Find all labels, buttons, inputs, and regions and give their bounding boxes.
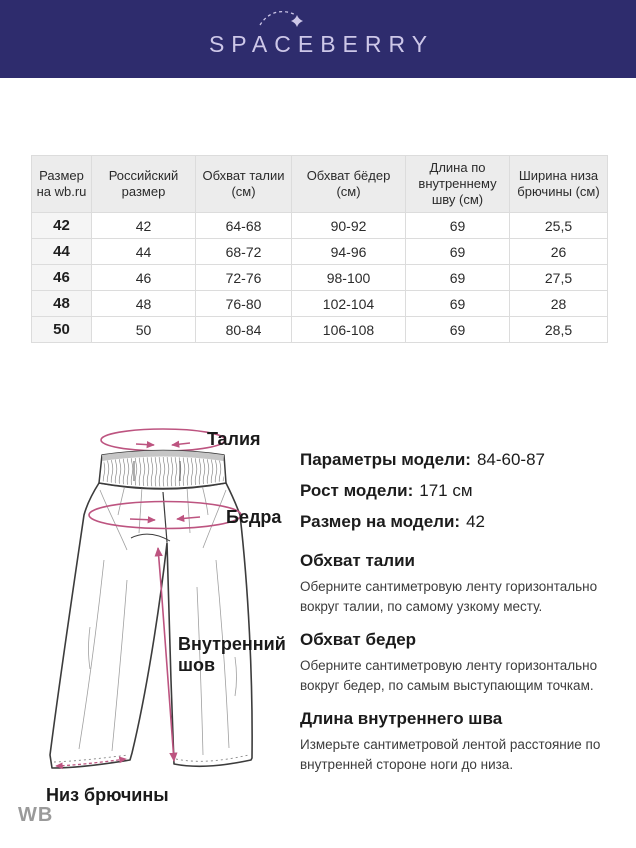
info-column (300, 444, 632, 775)
cell-value: 42 (92, 213, 196, 239)
waistband (99, 451, 226, 489)
cell-value: 28,5 (510, 317, 608, 343)
cell-value: 76-80 (196, 291, 292, 317)
guide-hips-title: Обхват бедер (300, 630, 417, 649)
cell-value: 90-92 (292, 213, 406, 239)
cell-value: 27,5 (510, 265, 608, 291)
table-row (32, 317, 608, 343)
pants-diagram (30, 415, 320, 815)
cell-value: 98-100 (292, 265, 406, 291)
cell-value: 69 (406, 239, 510, 265)
col-header-hem-width: Ширина низа брючины (см) (510, 156, 608, 213)
model-height-line (300, 475, 632, 506)
guide-hips (300, 629, 632, 696)
cell-value: 50 (92, 317, 196, 343)
guide-waist (300, 550, 632, 617)
guide-inseam-text: Измерьте сантиметровой лентой расстояние по внутренней стороне ноги до низа. (300, 737, 601, 772)
cell-value: 69 (406, 265, 510, 291)
cell-value: 69 (406, 213, 510, 239)
cell-size: 44 (32, 239, 92, 265)
model-params-line (300, 444, 632, 475)
cell-value: 25,5 (510, 213, 608, 239)
col-header-hips: Обхват бёдер (см) (292, 156, 406, 213)
wb-watermark: WB (18, 804, 54, 826)
cell-size: 50 (32, 317, 92, 343)
cell-value: 64-68 (196, 213, 292, 239)
cell-value: 28 (510, 291, 608, 317)
cell-value: 94-96 (292, 239, 406, 265)
size-table (31, 155, 608, 343)
cell-value: 80-84 (196, 317, 292, 343)
col-header-inseam: Длина по внутреннему шву (см) (406, 156, 510, 213)
cell-value: 68-72 (196, 239, 292, 265)
model-params-value: 84-60-87 (476, 450, 546, 469)
cell-value: 72-76 (196, 265, 292, 291)
hips-label: Бедра (226, 507, 282, 527)
cell-value: 69 (406, 317, 510, 343)
table-row (32, 239, 608, 265)
guide-inseam (300, 708, 632, 775)
col-header-waist: Обхват талии (см) (196, 156, 292, 213)
brand-header (0, 0, 636, 78)
model-size-label: Размер на модели: (300, 512, 461, 531)
cell-value: 44 (92, 239, 196, 265)
guide-waist-title: Обхват талии (300, 551, 415, 570)
cell-size: 42 (32, 213, 92, 239)
col-header-wb-size: Размер на wb.ru (32, 156, 92, 213)
shooting-star-icon (258, 6, 308, 38)
waist-label: Талия (207, 429, 261, 449)
model-size-value: 42 (466, 512, 485, 531)
guide-waist-text: Оберните сантиметровую ленту горизонтально вокруг талии, по самому узкому месту. (300, 579, 598, 614)
cell-value: 69 (406, 291, 510, 317)
table-row (32, 265, 608, 291)
model-height-label: Рост модели: (300, 481, 414, 500)
model-size-line (300, 506, 632, 537)
cell-size: 48 (32, 291, 92, 317)
table-row (32, 213, 608, 239)
size-table-header-row (32, 156, 608, 213)
pants-drawing (30, 415, 320, 815)
cell-size: 46 (32, 265, 92, 291)
cell-value: 46 (92, 265, 196, 291)
cell-value: 102-104 (292, 291, 406, 317)
brand-logo-text: SPACEBERRY (208, 30, 435, 57)
cell-value: 26 (510, 239, 608, 265)
guide-inseam-title: Длина внутреннего шва (300, 709, 503, 728)
model-info (300, 444, 632, 537)
cell-value: 48 (92, 291, 196, 317)
guide-hips-text: Оберните сантиметровую ленту горизонтально вокруг бедер, по самым выступающим точкам. (300, 658, 598, 693)
cell-value: 106-108 (292, 317, 406, 343)
hem-label: Низ брючины (46, 785, 169, 805)
col-header-ru-size: Российский размер (92, 156, 196, 213)
model-height-value: 171 см (419, 481, 473, 500)
pants-outline (50, 483, 252, 768)
model-params-label: Параметры модели: (300, 450, 471, 469)
table-row (32, 291, 608, 317)
inseam-label: Внутренний шов (178, 634, 286, 675)
